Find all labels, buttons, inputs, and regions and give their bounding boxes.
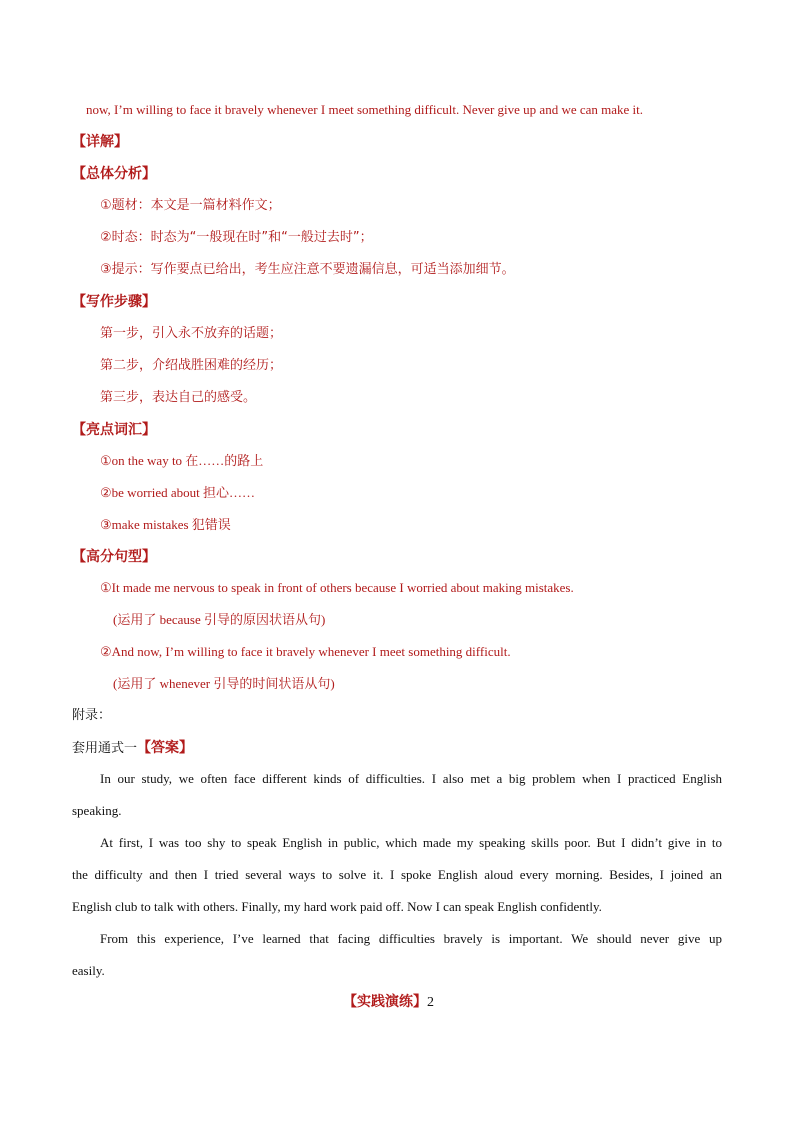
vocab-item: ③make mistakes 犯错误 [100,517,231,532]
practice-label: 【实践演练】 [343,994,427,1010]
vocab-item: ①on the way to 在……的路上 [100,453,264,468]
analysis-item: ①题材：本文是一篇材料作文； [100,198,281,213]
heading-xiangjie: 【详解】 [72,134,128,150]
essay-line: easily. [72,963,105,978]
practice-number: 2 [427,995,434,1010]
sentence-item: ①It made me nervous to speak in front of others because I worried about making mistakes. [100,580,574,595]
template-label: 套用通式一 [72,741,138,756]
essay-line: In our study, we often face different kinds of difficulties. I also met a big problem when I practiced English [100,771,722,786]
step-item: 第一步，引入永不放弃的话题； [100,326,283,341]
analysis-item: ③提示：写作要点已给出，考生应注意不要遗漏信息，可适当添加细节。 [100,262,515,277]
answer-label: 【答案】 [137,740,194,756]
essay-line: At first, I was too shy to speak English in public, which made my speaking skills poor. But I didn’t give in to [100,835,722,850]
essay-line: English club to talk with others. Finally, my hard work paid off. Now I can speak English confidently. [72,899,602,914]
practice-footer [343,993,434,1012]
analysis-item: ②时态：时态为“一般现在时”和“一般过去时”； [100,230,373,245]
heading-overall-analysis: 【总体分析】 [72,166,156,182]
essay-line: speaking. [72,803,122,818]
essay-closing-line: now, I’m willing to face it bravely whenever I meet something difficult. Never give up and we can make it. [86,102,644,117]
step-item: 第二步，介绍战胜困难的经历； [100,358,283,373]
heading-highlight-vocab: 【亮点词汇】 [72,422,156,438]
vocab-item: ②be worried about 担心…… [100,485,255,500]
sentence-item: ②And now, I’m willing to face it bravely whenever I meet something difficult. [100,644,511,659]
template-heading [72,739,193,758]
heading-high-score-sentences: 【高分句型】 [72,549,156,565]
sentence-note: (运用了 because 引导的原因状语从句) [113,612,326,627]
sentence-note: (运用了 whenever 引导的时间状语从句) [113,676,335,691]
essay-line: From this experience, I’ve learned that facing difficulties bravely is important. We should never give up [100,931,722,946]
step-item: 第三步，表达自己的感受。 [100,390,257,405]
appendix-label: 附录： [72,708,112,723]
essay-line: the difficulty and then I tried several ways to solve it. I spoke English aloud every morning. Besides, I joined an [72,867,722,882]
heading-writing-steps: 【写作步骤】 [72,294,156,310]
